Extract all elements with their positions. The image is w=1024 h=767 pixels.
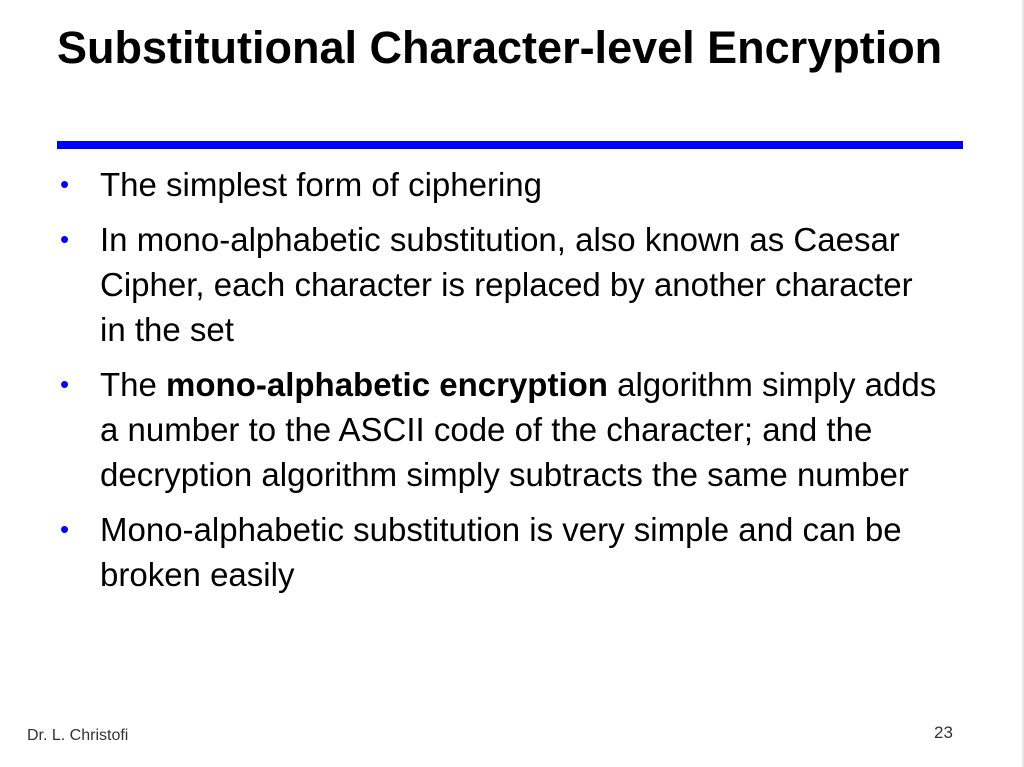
bullet-text: The simplest form of ciphering [100, 166, 543, 203]
bullet-text-bold: mono-alphabetic encryption [166, 366, 608, 403]
bullet-item [60, 162, 940, 207]
bullet-item [60, 507, 940, 597]
bullet-text: Mono-alphabetic substitution is very simple and can be broken easily [100, 511, 902, 593]
bullet-icon: • [60, 224, 70, 254]
slide-title: Substitutional Character-level Encryption [57, 22, 943, 73]
footer-author: Dr. L. Christofi [27, 727, 129, 744]
bullet-list [60, 162, 940, 607]
bullet-item [60, 217, 940, 352]
bullet-item [60, 362, 940, 497]
bullet-text: In mono-alphabetic substitution, also known as Caesar Cipher, each character is replaced by another character in the set [100, 221, 913, 348]
bullet-icon: • [60, 369, 70, 399]
title-underline [57, 141, 963, 149]
bullet-icon: • [60, 169, 70, 199]
bullet-text-prefix: The [100, 366, 167, 403]
bullet-icon: • [60, 514, 70, 544]
bullet-text-suffix: algorithm simply adds a number to the ASCII code of the character; and the decryption algorithm simply subtracts the same number [100, 366, 937, 493]
page-number: 23 [934, 723, 953, 742]
